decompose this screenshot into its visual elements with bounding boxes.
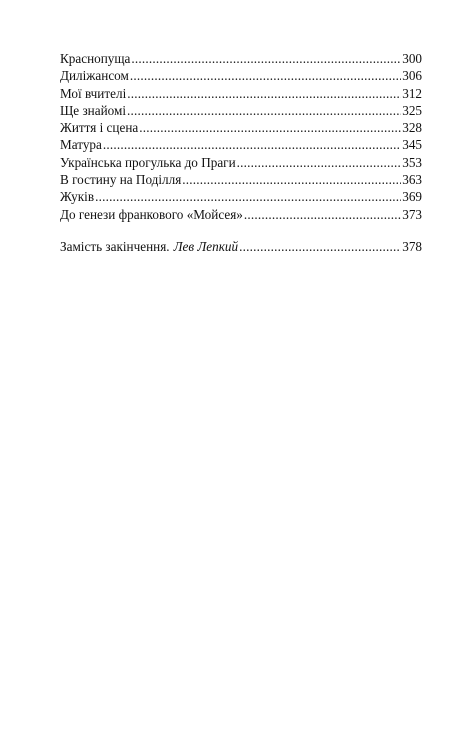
toc-entry-page: 345 xyxy=(402,137,422,153)
toc-leader-dots xyxy=(244,206,401,223)
toc-entry xyxy=(60,85,422,102)
toc-entry-title: Краснопуща xyxy=(60,51,131,66)
toc-afterword-author: Лев Лепкий xyxy=(173,238,239,254)
toc-afterword-entry xyxy=(60,238,422,255)
toc-entry-title: Матура xyxy=(60,137,102,153)
toc-entry xyxy=(60,171,422,188)
toc-entry-title: Жуків xyxy=(60,189,95,205)
toc-entry-page: 328 xyxy=(402,120,422,136)
toc-entry xyxy=(60,206,422,223)
toc-entry xyxy=(60,102,422,119)
toc-leader-dots xyxy=(239,238,401,255)
toc-entry-page: 363 xyxy=(402,172,422,188)
toc-entry-page: 369 xyxy=(402,189,422,205)
toc-entry xyxy=(60,188,422,205)
toc-entry xyxy=(60,136,422,153)
toc-entry-page: 353 xyxy=(402,154,422,170)
toc-entry-title: В гостину на Поділля xyxy=(60,172,182,188)
toc-entry-page: 312 xyxy=(402,85,422,101)
toc-leader-dots xyxy=(182,171,401,188)
toc-entry-title: Українська прогулька до Праги xyxy=(60,154,236,170)
toc-entry-title: Життя і сцена xyxy=(60,120,139,136)
toc-entry-title: Диліжансом xyxy=(60,68,129,84)
toc-entry-page: 373 xyxy=(402,206,422,222)
toc-leader-dots xyxy=(103,136,401,153)
table-of-contents xyxy=(60,50,422,255)
toc-entry-title: Мої вчителі xyxy=(60,85,127,101)
toc-entry xyxy=(60,50,422,67)
toc-leader-dots xyxy=(127,102,401,119)
toc-afterword-page: 378 xyxy=(402,238,422,254)
toc-entry-page: 306 xyxy=(402,68,422,84)
toc-leader-dots xyxy=(130,67,401,84)
toc-entry xyxy=(60,154,422,171)
toc-entry xyxy=(60,119,422,136)
toc-leader-dots xyxy=(237,154,402,171)
toc-leader-dots xyxy=(95,188,401,205)
toc-leader-dots xyxy=(131,50,401,67)
toc-entry xyxy=(60,67,422,84)
toc-entry-title: Ще знайомі xyxy=(60,102,126,118)
toc-entry-title: До генези франкового «Мойсея» xyxy=(60,206,243,222)
toc-entry-page: 325 xyxy=(402,102,422,118)
toc-leader-dots xyxy=(127,85,401,102)
toc-entry-page: 300 xyxy=(402,51,422,66)
toc-spacer xyxy=(60,223,422,238)
toc-afterword-title: Замість закінчення. xyxy=(60,238,170,254)
toc-leader-dots xyxy=(139,119,401,136)
